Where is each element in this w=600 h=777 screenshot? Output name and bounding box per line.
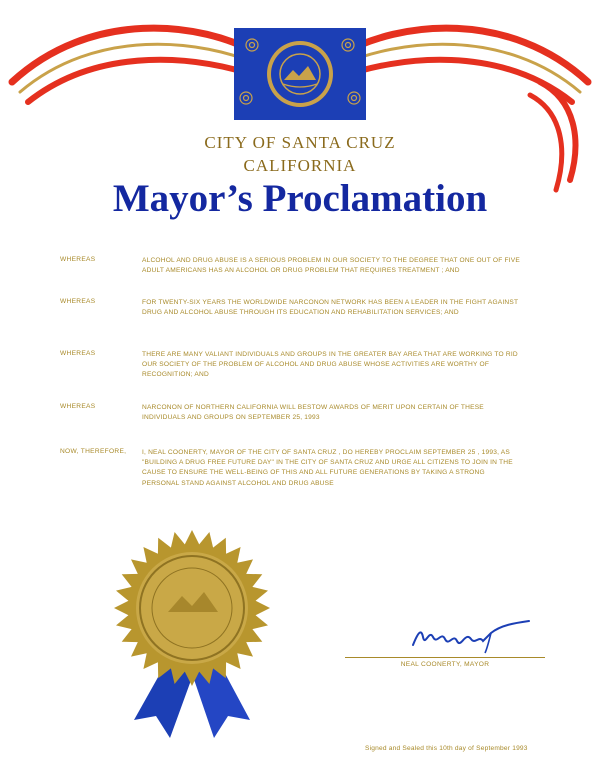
mayor-signature <box>405 615 535 655</box>
signer-name: NEAL COONERTY, MAYOR <box>400 661 490 668</box>
clause-text: NARCONON OF NORTHERN CALIFORNIA WILL BESTOW AWARDS OF MERIT UPON CERTAIN OF THESE INDIVIDUALS AND GROUPS ON SEPTEMBER 25, 1993 <box>142 404 484 422</box>
page-title: Mayor’s Proclamation <box>112 177 488 220</box>
clause-text: I, NEAL COONERTY, MAYOR OF THE CITY OF SANTA CRUZ , DO HEREBY PROCLAIM SEPTEMBER 25 , 1993, AS "BUILDING A DRUG FREE FUTURE DAY" IN THE CITY OF SANTA CRUZ AND URGE ALL CITIZENS TO JOIN IN THE CAUSE TO ENSURE THE WELL-BEING OF THIS AND ALL FUTURE GENERATIONS BY TAKING A STRONG PERSONAL STAND AGAINST ALCOHOL AND DRUG ABUSE <box>142 449 513 487</box>
clause-label: WHEREAS <box>60 350 96 357</box>
clause-text: FOR TWENTY-SIX YEARS THE WORLDWIDE NARCONON NETWORK HAS BEEN A LEADER IN THE FIGHT AGAINST DRUG AND ALCOHOL ABUSE THROUGH ITS EDUCATION AND REHABILITATION SERVICES; AND <box>142 299 519 317</box>
clause-text: THERE ARE MANY VALIANT INDIVIDUALS AND GROUPS IN THE GREATER BAY AREA THAT ARE WORKING TO RID OUR SOCIETY OF THE PROBLEM OF ALCOHOL AND DRUG ABUSE WHOSE ACTIVITIES ARE WORTHY OF RECOGNITION; AND <box>142 351 518 379</box>
city-seal-icon <box>267 41 333 107</box>
clause-text: ALCOHOL AND DRUG ABUSE IS A SERIOUS PROBLEM IN OUR SOCIETY TO THE DEGREE THAT ONE OUT OF FIVE ADULT AMERICANS HAS AN ALCOHOL OR DRUG PROBLEM THAT REQUIRES TREATMENT ; AND <box>142 257 520 275</box>
clause-label: WHEREAS <box>60 403 96 410</box>
clause-label: WHEREAS <box>60 256 96 263</box>
signature-line <box>345 657 545 658</box>
clause-label: NOW, THEREFORE, <box>60 448 127 455</box>
city-name: CITY OF SANTA CRUZ <box>204 133 396 152</box>
sealed-date-line: Signed and Sealed this 10th day of September 1993 <box>365 745 528 752</box>
gold-seal-icon <box>110 530 275 745</box>
state-name: CALIFORNIA <box>243 156 357 175</box>
clause-label: WHEREAS <box>60 298 96 305</box>
